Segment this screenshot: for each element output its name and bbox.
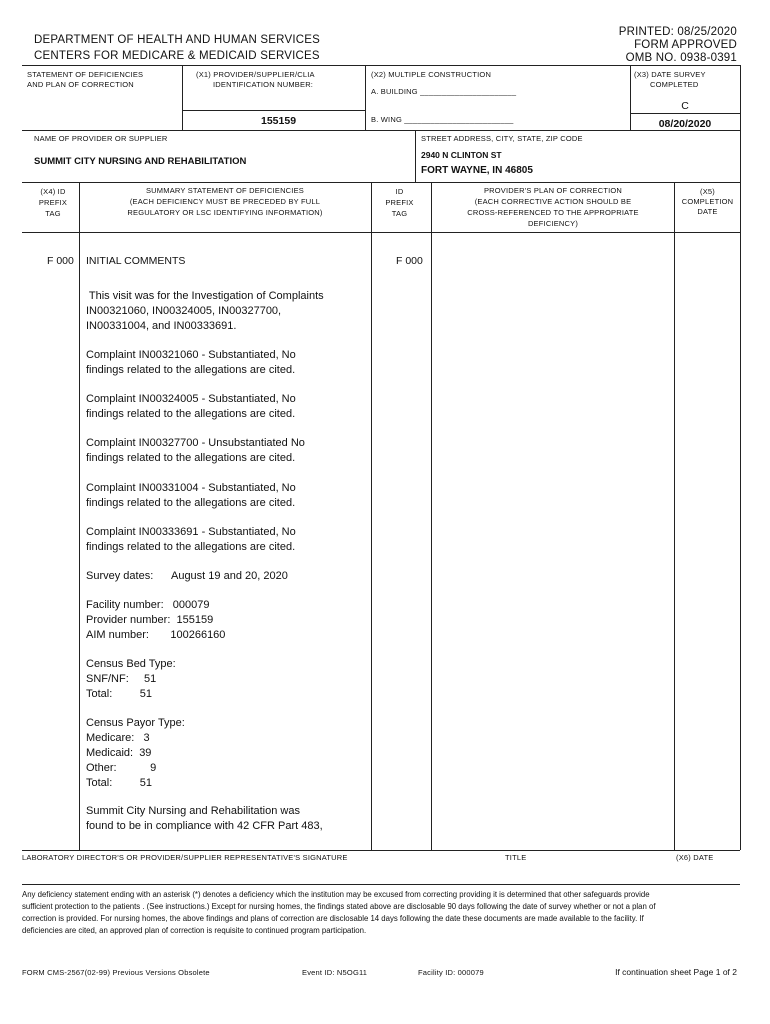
centers-title: CENTERS FOR MEDICARE & MEDICAID SERVICES: [34, 50, 320, 62]
department-title: DEPARTMENT OF HEALTH AND HUMAN SERVICES: [34, 34, 320, 46]
x5-header-2: COMPLETION: [681, 197, 734, 206]
plan-header-4: DEFICIENCY): [527, 219, 579, 228]
summary-header-3: REGULATORY OR LSC IDENTIFYING INFORMATION): [127, 208, 323, 217]
x5-header: (X5): [700, 187, 715, 196]
plan-header: PROVIDER'S PLAN OF CORRECTION: [483, 186, 623, 195]
x2-label: (X2) MULTIPLE CONSTRUCTION: [371, 70, 492, 79]
printed-date: PRINTED: 08/25/2020: [618, 26, 737, 38]
id-header: ID: [395, 187, 404, 196]
paragraph-survey-dates: Survey dates: August 19 and 20, 2020: [86, 570, 288, 582]
paragraph-census-payor: Census Payor Type: Medicare: 3 Medicaid: 39 Other: 9 Total: 51: [86, 717, 185, 789]
paragraph-complaint-5: Complaint IN00333691 - Substantiated, No findings related to the allegations are cited.: [86, 526, 296, 553]
paragraph-census-bed: Census Bed Type: SNF/NF: 51 Total: 51: [86, 658, 176, 700]
provider-id-number: 155159: [261, 115, 297, 127]
id-header-3: TAG: [391, 209, 408, 218]
disclosure-footnote: Any deficiency statement ending with an asterisk (*) denotes a deficiency which the institution may be excused from correcting providing it is determined that other safeguards provide sufficient protection to the patients . (See instructions.) Except for nursing homes, the findings stated above are disclosable 90 days following the date of survey whether or not a plan of correction is provided. For nursing homes, the above findings and plans of correction are disclosable 14 days following the date these documents are made available to the facility. If deficiencies are cited, an approved plan of correction is requisite to continued program participation.: [22, 890, 656, 935]
x1-label-2: IDENTIFICATION NUMBER:: [213, 80, 314, 89]
x5-header-3: DATE: [697, 207, 718, 216]
facility-id: Facility ID: 000079: [418, 968, 484, 977]
x4-header-3: TAG: [45, 209, 61, 218]
paragraph-complaint-2: Complaint IN00324005 - Substantiated, No findings related to the allegations are cited.: [86, 393, 296, 420]
paragraph-intro: This visit was for the Investigation of Complaints IN00321060, IN00324005, IN00327700, IN00331004, and IN00333691.: [86, 290, 324, 332]
paragraph-complaint-3: Complaint IN00327700 - Unsubstantiated No findings related to the allegations are cited.: [86, 437, 305, 464]
entry-heading: INITIAL COMMENTS: [86, 255, 186, 267]
signature-date-label: (X6) DATE: [676, 853, 714, 862]
summary-header: SUMMARY STATEMENT OF DEFICIENCIES: [145, 186, 304, 195]
signature-title-label: TITLE: [505, 853, 527, 862]
paragraph-complaint-4: Complaint IN00331004 - Substantiated, No findings related to the allegations are cited.: [86, 482, 296, 509]
form-approved: FORM APPROVED: [634, 39, 737, 51]
plan-header-3: CROSS-REFERENCED TO THE APPROPRIATE: [467, 208, 639, 217]
page-number: If continuation sheet Page 1 of 2: [615, 967, 737, 977]
paragraph-complaint-1: Complaint IN00321060 - Substantiated, No findings related to the allegations are cited.: [86, 349, 296, 376]
city-state-zip: FORT WAYNE, IN 46805: [421, 165, 533, 176]
provider-name-label: NAME OF PROVIDER OR SUPPLIER: [34, 134, 168, 143]
omb-number: OMB NO. 0938-0391: [625, 52, 737, 64]
x3-label: (X3) DATE SURVEY: [634, 70, 706, 79]
signature-label: LABORATORY DIRECTOR'S OR PROVIDER/SUPPLIER REPRESENTATIVE'S SIGNATURE: [22, 853, 348, 862]
summary-header-2: (EACH DEFICIENCY MUST BE PRECEDED BY FULL: [129, 197, 321, 206]
x1-label: (X1) PROVIDER/SUPPLIER/CLIA: [196, 70, 315, 79]
street-address: 2940 N CLINTON ST: [421, 150, 502, 160]
plan-header-2: (EACH CORRECTIVE ACTION SHOULD BE: [474, 197, 632, 206]
form-number: FORM CMS-2567(02-99) Previous Versions Obsolete: [22, 968, 210, 977]
survey-completed-date: 08/20/2020: [658, 118, 712, 130]
wing-field: B. WING _________________________: [371, 115, 514, 124]
paragraph-compliance: Summit City Nursing and Rehabilitation was found to be in compliance with 42 CFR Part 483,: [86, 805, 323, 832]
x4-header: (X4) ID: [40, 187, 66, 196]
x3-code: C: [681, 100, 689, 112]
building-field: A. BUILDING ______________________: [371, 87, 517, 96]
statement-label: STATEMENT OF DEFICIENCIES: [27, 70, 144, 79]
provider-name: SUMMIT CITY NURSING AND REHABILITATION: [34, 156, 247, 167]
event-id: Event ID: N5OG11: [302, 968, 368, 977]
paragraph-facility-ids: Facility number: 000079 Provider number: 155159 AIM number: 100266160: [86, 599, 226, 641]
id-header-2: PREFIX: [385, 198, 414, 207]
statement-label-2: AND PLAN OF CORRECTION: [27, 80, 134, 89]
left-tag: F 000: [47, 255, 74, 267]
x3-label-2: COMPLETED: [650, 80, 699, 89]
x4-header-2: PREFIX: [38, 198, 68, 207]
right-tag: F 000: [396, 255, 423, 267]
address-label: STREET ADDRESS, CITY, STATE, ZIP CODE: [421, 134, 583, 143]
